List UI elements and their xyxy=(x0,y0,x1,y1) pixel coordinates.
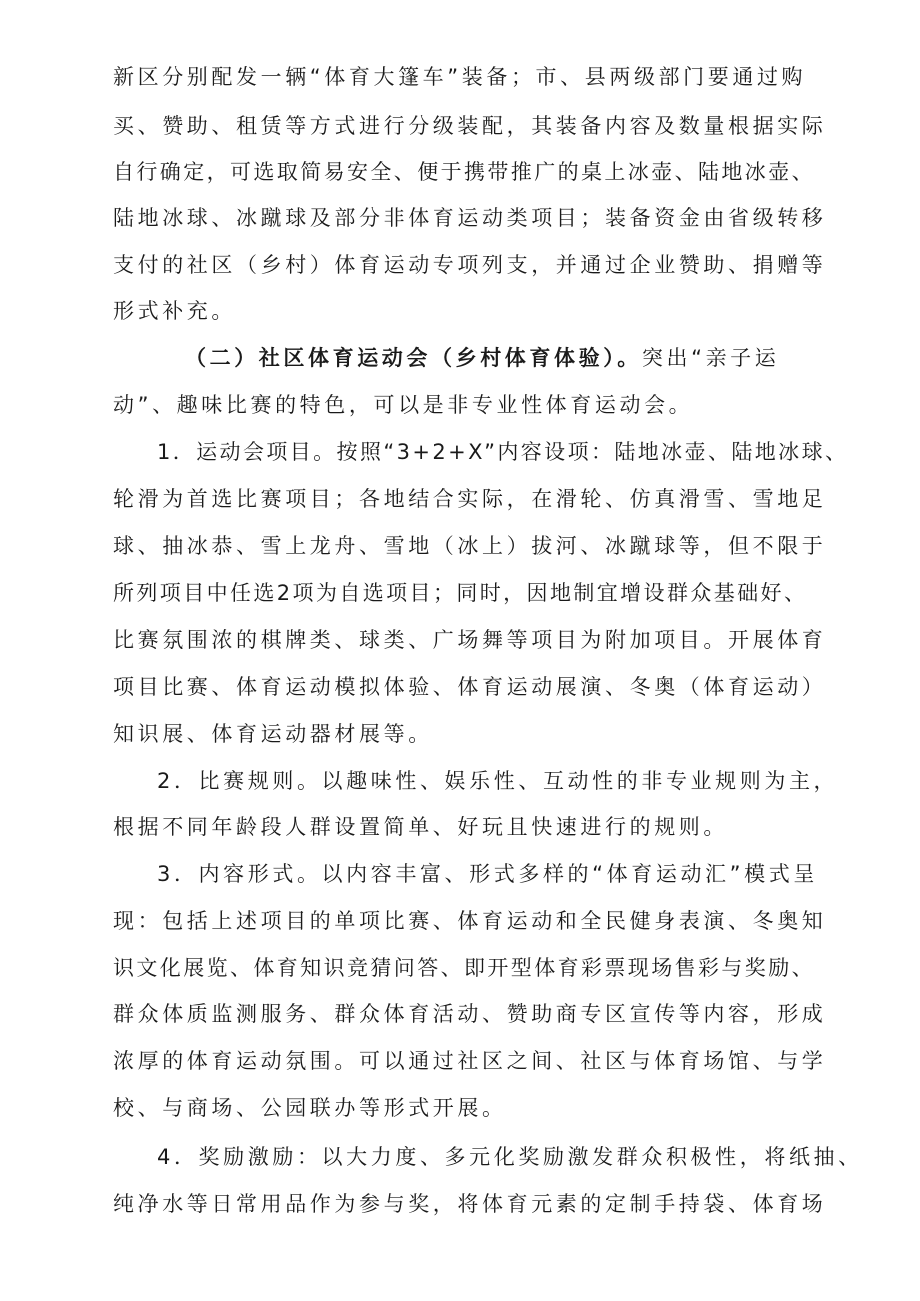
text-line: 新区分别配发一辆“体育大篷车”装备；市、县两级部门要通过购 xyxy=(113,65,807,89)
section-heading xyxy=(185,343,779,373)
text-line: 所列项目中任选2项为自选项目；同时，因地制宜增设群众基础好、 xyxy=(113,581,808,605)
text-line: 识文化展览、体育知识竞猜问答、即开型体育彩票现场售彩与奖励、 xyxy=(113,956,815,980)
text-line: 轮滑为首选比赛项目；各地结合实际，在滑轮、仿真滑雪、雪地足 xyxy=(113,487,827,511)
text-line: 知识展、体育运动器材展等。 xyxy=(113,722,433,746)
list-item-3: 3．内容形式。以内容丰富、形式多样的“体育运动汇”模式呈 xyxy=(157,862,818,886)
text-line: 群众体质监测服务、群众体育活动、赞助商专区宣传等内容，形成 xyxy=(113,1002,827,1026)
text-line: 校、与商场、公园联办等形式开展。 xyxy=(113,1096,507,1120)
text-line: 支付的社区（乡村）体育运动专项列支，并通过企业赞助、捐赠等 xyxy=(113,253,827,277)
text-line: 自行确定，可选取简易安全、便于携带推广的桌上冰壶、陆地冰壶、 xyxy=(113,160,815,184)
text-line: 球、抽冰恭、雪上龙舟、雪地（冰上）拔河、冰蹴球等，但不限于 xyxy=(113,534,827,558)
text-line: 形式补充。 xyxy=(113,299,236,323)
text-line: 买、赞助、租赁等方式进行分级装配，其装备内容及数量根据实际 xyxy=(113,114,827,138)
list-item-2: 2．比赛规则。以趣味性、娱乐性、互动性的非专业规则为主， xyxy=(157,769,839,793)
text-line: 动”、趣味比赛的特色，可以是非专业性体育运动会。 xyxy=(113,393,694,417)
text-line: 根据不同年龄段人群设置简单、好玩且快速进行的规则。 xyxy=(113,815,728,839)
section-heading-rest: 突出“亲子运 xyxy=(641,346,780,370)
text-line: 现：包括上述项目的单项比赛、体育运动和全民健身表演、冬奥知 xyxy=(113,909,827,933)
text-line: 比赛氛围浓的棋牌类、球类、广场舞等项目为附加项目。开展体育 xyxy=(113,628,827,652)
text-line: 陆地冰球、冰蹴球及部分非体育运动类项目；装备资金由省级转移 xyxy=(113,206,827,230)
text-line: 浓厚的体育运动氛围。可以通过社区之间、社区与体育场馆、与学 xyxy=(113,1049,827,1073)
text-line: 纯净水等日常用品作为参与奖，将体育元素的定制手持袋、体育场 xyxy=(113,1192,827,1216)
text-line: 项目比赛、体育运动模拟体验、体育运动展演、冬奥（体育运动） xyxy=(113,675,827,699)
list-item-4: 4．奖励激励：以大力度、多元化奖励激发群众积极性，将纸抽、 xyxy=(157,1145,863,1169)
section-heading-bold: （二）社区体育运动会（乡村体育体验）。 xyxy=(185,346,642,370)
list-item-1: 1．运动会项目。按照“3+2+X”内容设项：陆地冰壶、陆地冰球、 xyxy=(157,440,849,464)
